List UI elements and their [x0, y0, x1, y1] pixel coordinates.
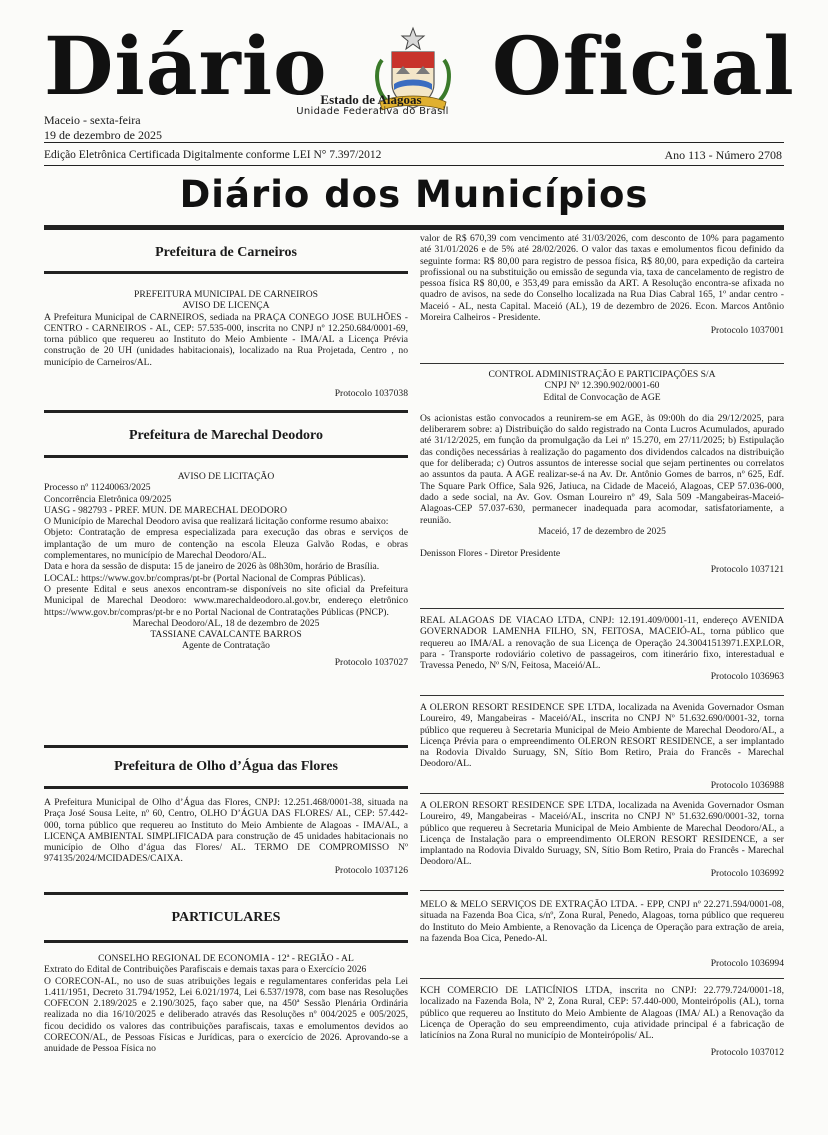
masthead-word-right: Oficial	[492, 19, 795, 113]
heading-particulares: PARTICULARES	[171, 910, 281, 925]
protocol-number: Protocolo 1037001	[710, 325, 784, 337]
notice-title: Edital de Convocação de AGE	[543, 391, 661, 403]
federative-unit: Unidade Federativa do Brasil	[296, 106, 449, 117]
process-number: Processo nº 11240063/2025	[44, 482, 151, 494]
divider	[44, 455, 408, 458]
protocol-number: Protocolo 1037121	[710, 564, 784, 576]
notice-body: KCH COMERCIO DE LATICÍNIOS LTDA, inscrita no CNPJ: 22.779.724/0001-18, localizado na Fazenda Bola, Nº 2, Zona Rural, CEP: 57.440-000, Monteirópolis (AL), torna público que requereu ao Instituto do Meio Ambiente de Alagoas (IMA/ AL) a Renovação da Licença de Operação do seu empreendimento, cuja atividade principal é a fabricação de laticínios na Zona Rural no município de Monteirópolis/ AL.	[420, 985, 784, 1042]
company-cnpj: CNPJ Nº 12.390.902/0001-60	[544, 380, 660, 392]
divider	[44, 892, 408, 895]
notice-body: Os acionistas estão convocados a reunirem-se em AGE, às 09:00h do dia 29/12/2025, para deliberarem sobre: a) Distribuição do saldo registrado na Conta Lucros Acumulados, apurado até 31/12/2025, em função da promulgação da Lei nº 15.270, em 27/11/2025; b) Estipulação das condições necessárias à realização do pagamento dos dividendos calcados na distribuição que for deliberada; c) Outros assuntos de interesse social que sejam pertinentes ou correlatos ao assuntos da pauta. A AGE realizar-se-á na Av. Dr. Antônio Gomes de barros, nº 625, Edf. The Square Park Office, Sala 926, Jatiuca, na Cidade de Maceió, Alagoas, CEP 57.036-000, dado a sede social, na Av. Gov. Osman Loureiro nº 49, Sala 509 -Mangabeiras-Maceió-Alagoas-CEP 57.037-630, permanecer inadequada para acomodar, satisfatoriamente, a reunião.	[420, 412, 784, 526]
uasg: UASG - 982793 - PREF. MUN. DE MARECHAL DEODORO	[44, 504, 287, 516]
heading-olho-dagua: Prefeitura de Olho d’Água das Flores	[114, 759, 338, 774]
notice-kch	[420, 985, 784, 1059]
divider	[44, 271, 408, 274]
notice-corecon	[44, 953, 408, 1055]
edital-info: O presente Edital e seus anexos encontram-se disponíveis no site oficial da Prefeitura Municipal de Marechal Deodoro: www.marechaldeodoro.al.gov.br, endereço eletrônico https://www.gov.br/compras/pt-br e no Portal Nacional de Contratações Públicas (PNCP).	[44, 583, 408, 618]
notice-marechal	[44, 471, 408, 668]
divider	[44, 165, 784, 166]
divider	[420, 890, 784, 891]
notice-corecon-continued	[420, 233, 784, 337]
divider	[44, 142, 784, 143]
divider	[44, 940, 408, 943]
masthead-word-left: Diário	[44, 19, 328, 113]
notice-body: O CORECON-AL, no uso de suas atribuições legais e regulamentares conferidas pela Lei 1.411/1951, Decreto 31.794/1952, Lei 6.021/1974, Lei 6.537/1978, com base nas Resoluções COFECON 2.189/2025 e 2.190/3025, faço saber que, na 450ª Sessão Plenária Ordinária realizada no dia 16/10/2025 e deliberado através das Resoluções nº 004/2025 e 005/2025, ficou decidido os valores das contribuições parafiscais, taxas e emolumentos devidos ao CORECON/AL, de Pessoas Físicas e Jurídicas, para o exercício de 2026. Aprovando-se a anuidade de Pessoa Física no	[44, 975, 408, 1055]
signer: Denisson Flores - Diretor Presidente	[420, 548, 561, 560]
session-date: Data e hora da sessão de disputa: 15 de janeiro de 2026 às 08h30m, horário de Brasília.	[44, 561, 380, 573]
heading-marechal: Prefeitura de Marechal Deodoro	[128, 428, 323, 443]
protocol-number: Protocolo 1036992	[710, 867, 784, 879]
notice-oleron-previa	[420, 702, 784, 791]
notice-oleron-instalacao	[420, 800, 784, 879]
protocol-number: Protocolo 1037038	[334, 388, 408, 400]
divider	[420, 978, 784, 979]
notice-body: A OLERON RESORT RESIDENCE SPE LTDA, localizada na Avenida Governador Osman Loureiro, 49, Mangabeiras - Maceió/AL, inscrita no CNPJ Nº 51.632.690/0001-32, torna público que requereu à Secretaria Municipal de Meio Ambiente de Marechal Deodoro/AL, a Licença Prévia para o empreendimento OLERON RESORT RESIDENCE, a ser implantado na Rodovia Divaldo Suruagy, SN, Sítio Bom Retiro, Praia do Francês - Marechal Deodoro/AL.	[420, 702, 784, 770]
notice-title: AVISO DE LICENÇA	[182, 300, 270, 312]
certification-note: Edição Eletrônica Certificada Digitalmente conforme LEI N° 7.397/2012	[44, 149, 382, 161]
divider	[420, 793, 784, 794]
divider	[44, 410, 408, 413]
protocol-number: Protocolo 1037027	[334, 656, 408, 668]
notice-body: A Prefeitura Municipal de Olho d’Água das Flores, CNPJ: 12.251.468/0001-38, situada na Praça José Sousa Leite, nº 60, Centro, OLHO D’ÁGUA DAS FLORES/ AL, CEP: 57.442-000, torna público que requereu ao Instituto do Meio Ambiente de Alagoas - IMA/AL, a LICENÇA AMBIENTAL SIMPLIFICADA para construção de 45 unidades habitacionais no município de Olho d’água das Flores/ AL. TERMO DE COMPROMISSO Nº 974135/2024/MCIDADES/CAIXA.	[44, 797, 408, 865]
intro: O Município de Marechal Deodoro avisa que realizará licitação conforme resumo abaixo:	[44, 516, 389, 528]
competition: Concorrência Eletrônica 09/2025	[44, 493, 172, 505]
notice-body: A OLERON RESORT RESIDENCE SPE LTDA, localizada na Avenida Governador Osman Loureiro, 49, Mangabeiras - Maceió/AL, inscrita no CNPJ Nº 51.632.690/0001-32, torna público que requereu à Secretaria Municipal de Meio Ambiente de Marechal Deodoro/AL, a Licença de Instalação para o empreendimento OLERON RESORT RESIDENCE, a ser implantado na Rodovia Divaldo Suruagy, SN, Sítio Bom Retiro, Praia do Francês - Marechal Deodoro/AL.	[420, 800, 784, 868]
state-name: Estado de Alagoas	[320, 92, 422, 107]
protocol-number: Protocolo 1036994	[710, 958, 784, 970]
protocol-number: Protocolo 1037126	[334, 864, 408, 876]
city-day: Maceio - sexta-feira	[44, 113, 141, 127]
place-date: Marechal Deodoro/AL, 18 de dezembro de 2025	[132, 617, 320, 629]
local: LOCAL: https://www.gov.br/compras/pt-br (Portal Nacional de Compras Públicas).	[44, 572, 366, 584]
notice-body: MELO & MELO SERVIÇOS DE EXTRAÇÃO LTDA. - EPP, CNPJ nº 22.271.594/0001-08, situada na Fazenda Boa Cica, s/nº, Zona Rural, Penedo, Alagoas, torna público que requereu do Instituto do Meio Ambiente, a Renovação da Licença de Operação para extração de areia, na fazenda Boa Cica, Penedo-Al.	[420, 899, 784, 944]
extract-title: Extrato do Edital de Contribuições Parafiscais e demais taxas para o Exercício 2026	[44, 964, 367, 976]
org-name: PREFEITURA MUNICIPAL DE CARNEIROS	[134, 289, 318, 300]
protocol-number: Protocolo 1036988	[710, 779, 784, 791]
section-title: Diário dos Municípios	[179, 173, 649, 216]
object: Objeto: Contratação de empresa especializada para execução das obras e serviços de implantação de um muro de contenção na escola Eleuza Galvão Rodas, e obras complementares, no município de Marechal Deodoro/AL.	[44, 527, 408, 562]
notice-body: REAL ALAGOAS DE VIACAO LTDA, CNPJ: 12.191.409/0001-11, endereço AVENIDA GOVERNADOR LAMENHA FILHO, SN, FEITOSA, MACEIÓ-AL, torna público que requereu ao IMA/AL a renovação de sua Licença de Operação 24.30041513971.EXP.LOR, para - Transporte rodoviário coletivo de passageiros, com itinerário fixo, interestadual e Travessa Penedo, Nº S/N, Feitosa, Maceió/AL.	[420, 615, 784, 672]
divider	[420, 363, 784, 364]
notice-body: valor de R$ 670,39 com vencimento até 31/03/2026, com desconto de 10% para pagamento até 31/01/2026 e de 5% até 28/02/2026. O valor das taxas e emolumentos ficou definido da seguinte forma: R$ 80,00 para registro de pessoa física, R$ 80,00, para expedição da carteira profissional ou na substituição ou emissão de segunda via, taxa de cancelamento de registro de pessoa física R$ 80,00, e 353,49 para emissão da ART. A Resolução encontra-se afixada no quadro de avisos, na sede do Conselho localizada na Rua Dias Cabral 165, 1º andar centro - Maceió - AL, nesta Capital. Maceió (AL), 19 de dezembro de 2026. Econ. Marcos Antônio Moreira Calheiros - Presidente.	[420, 233, 784, 324]
org-name: CONSELHO REGIONAL DE ECONOMIA - 12ª - REGIÃO - AL	[98, 953, 354, 964]
divider	[44, 225, 784, 230]
protocol-number: Protocolo 1037012	[710, 1047, 784, 1059]
divider	[420, 695, 784, 696]
place-date: Maceió, 17 de dezembro de 2025	[538, 525, 666, 537]
divider	[44, 786, 408, 789]
issue-date: 19 de dezembro de 2025	[44, 128, 162, 142]
notice-body: A Prefeitura Municipal de CARNEIROS, sediada na PRAÇA CONEGO JOSE BULHÕES -CENTRO - CARNEIROS - AL, CEP: 57.535-000, inscrita no CNPJ nº 12.250.684/0001-69, torna público que requereu ao Instituto do Meio Ambiente - IMA/AL a Licença Prévia construção de 20 UH (unidades habitacionais), localizado na Rua Projetada, Centro , no município de Carneiros/AL.	[44, 311, 408, 368]
signer: TASSIANE CAVALCANTE BARROS	[150, 629, 302, 641]
divider	[44, 745, 408, 748]
signer-role: Agente de Contratação	[182, 640, 270, 652]
heading-carneiros: Prefeitura de Carneiros	[155, 245, 297, 260]
company-name: CONTROL ADMINISTRAÇÃO E PARTICIPAÇÕES S/A	[488, 369, 716, 380]
protocol-number: Protocolo 1036963	[710, 671, 784, 683]
notice-melo	[420, 899, 784, 969]
notice-title: AVISO DE LICITAÇÃO	[177, 471, 275, 482]
notice-control	[420, 369, 784, 576]
dateline	[44, 113, 162, 143]
notice-real-alagoas	[420, 615, 784, 683]
notice-carneiros	[44, 289, 408, 399]
divider	[420, 608, 784, 609]
notice-olho-dagua	[44, 797, 408, 876]
edition-number: Ano 113 - Número 2708	[664, 148, 782, 162]
